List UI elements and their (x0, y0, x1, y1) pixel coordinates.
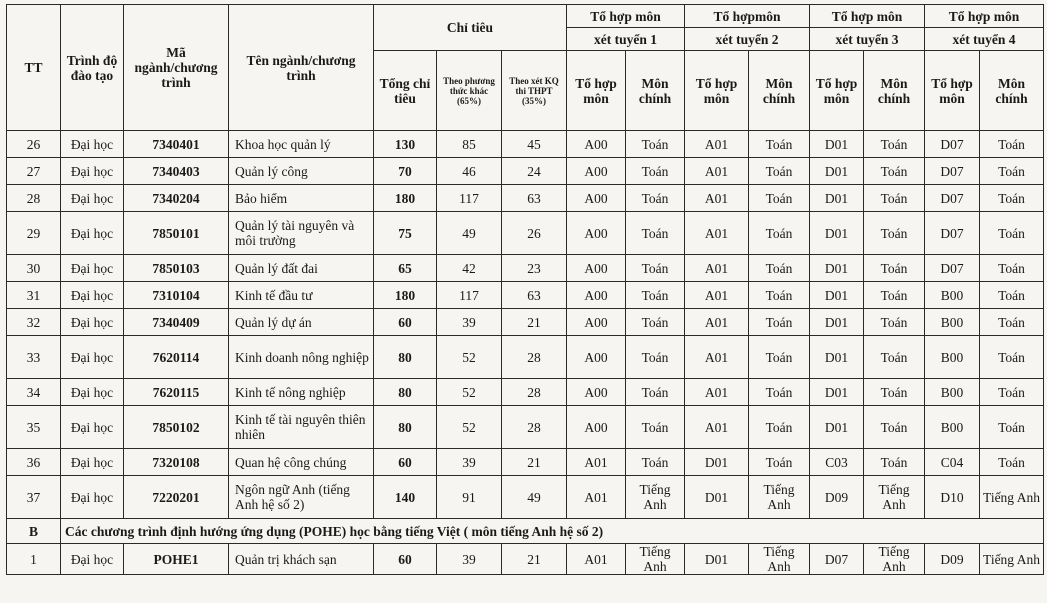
cell-mon-chinh-4: Toán (980, 131, 1044, 158)
cell-to-hop-2: A01 (685, 158, 749, 185)
cell-theo-pt-khac: 117 (437, 185, 502, 212)
cell-to-hop-2: D01 (685, 449, 749, 476)
cell-mon-chinh-3: Tiếng Anh (864, 544, 925, 575)
cell-mon-chinh-2: Tiếng Anh (749, 544, 810, 575)
cell-ten-nganh: Quản lý dự án (229, 309, 374, 336)
cell-to-hop-1: A00 (567, 336, 626, 379)
cell-trinh-do: Đại học (61, 185, 124, 212)
cell-to-hop-4: B00 (925, 282, 980, 309)
header-group-1-line2: xét tuyển 1 (567, 28, 685, 51)
cell-theo-pt-khac: 52 (437, 406, 502, 449)
cell-theo-kq-thpt: 63 (502, 185, 567, 212)
cell-theo-kq-thpt: 21 (502, 449, 567, 476)
cell-mon-chinh-1: Toán (626, 282, 685, 309)
cell-tt: 33 (7, 336, 61, 379)
cell-theo-pt-khac: 39 (437, 544, 502, 575)
section-title: Các chương trình định hướng ứng dụng (POHE) học bằng tiếng Việt ( môn tiếng Anh hệ số 2) (61, 519, 1044, 544)
table-row (7, 131, 1044, 158)
cell-ten-nganh: Quan hệ công chúng (229, 449, 374, 476)
cell-to-hop-4: D07 (925, 158, 980, 185)
cell-mon-chinh-3: Toán (864, 282, 925, 309)
cell-ten-nganh: Quản lý đất đai (229, 255, 374, 282)
cell-to-hop-1: A00 (567, 255, 626, 282)
cell-mon-chinh-4: Tiếng Anh (980, 544, 1044, 575)
cell-ma-nganh: 7850102 (124, 406, 229, 449)
cell-ma-nganh: 7850103 (124, 255, 229, 282)
cell-to-hop-1: A00 (567, 406, 626, 449)
cell-ten-nganh: Quản lý công (229, 158, 374, 185)
cell-mon-chinh-1: Toán (626, 379, 685, 406)
cell-theo-pt-khac: 91 (437, 476, 502, 519)
cell-mon-chinh-1: Toán (626, 336, 685, 379)
cell-mon-chinh-3: Toán (864, 406, 925, 449)
header-group-1-line1: Tổ hợp môn (567, 5, 685, 28)
cell-mon-chinh-1: Toán (626, 449, 685, 476)
header-group-4-to-hop: Tổ hợp môn (925, 51, 980, 131)
cell-trinh-do: Đại học (61, 282, 124, 309)
cell-mon-chinh-3: Toán (864, 212, 925, 255)
cell-mon-chinh-1: Toán (626, 309, 685, 336)
cell-ten-nganh: Kinh tế đầu tư (229, 282, 374, 309)
table-row (7, 406, 1044, 449)
cell-tong-chi-tieu: 70 (374, 158, 437, 185)
cell-to-hop-2: D01 (685, 544, 749, 575)
table-header (7, 5, 1044, 131)
header-theo-pt-khac: Theo phương thức khác (65%) (437, 51, 502, 131)
cell-mon-chinh-4: Toán (980, 336, 1044, 379)
cell-to-hop-3: D01 (810, 212, 864, 255)
cell-mon-chinh-1: Toán (626, 185, 685, 212)
cell-mon-chinh-3: Toán (864, 336, 925, 379)
table-row (7, 282, 1044, 309)
cell-ma-nganh: 7850101 (124, 212, 229, 255)
header-tt: TT (7, 5, 61, 131)
cell-ma-nganh: 7220201 (124, 476, 229, 519)
cell-trinh-do: Đại học (61, 212, 124, 255)
cell-trinh-do: Đại học (61, 158, 124, 185)
cell-mon-chinh-2: Toán (749, 158, 810, 185)
cell-ten-nganh: Bảo hiểm (229, 185, 374, 212)
header-group-2-line2: xét tuyển 2 (685, 28, 810, 51)
cell-ten-nganh: Kinh tế tài nguyên thiên nhiên (229, 406, 374, 449)
cell-to-hop-4: D09 (925, 544, 980, 575)
cell-mon-chinh-4: Toán (980, 255, 1044, 282)
cell-to-hop-4: B00 (925, 406, 980, 449)
cell-theo-pt-khac: 117 (437, 282, 502, 309)
cell-tong-chi-tieu: 75 (374, 212, 437, 255)
header-group-1-mon-chinh: Môn chính (626, 51, 685, 131)
cell-tt: 34 (7, 379, 61, 406)
cell-ma-nganh: 7620114 (124, 336, 229, 379)
cell-tt: 36 (7, 449, 61, 476)
cell-to-hop-2: D01 (685, 476, 749, 519)
cell-tong-chi-tieu: 60 (374, 544, 437, 575)
cell-tong-chi-tieu: 65 (374, 255, 437, 282)
cell-ten-nganh: Kinh tế nông nghiệp (229, 379, 374, 406)
cell-theo-kq-thpt: 23 (502, 255, 567, 282)
cell-ma-nganh: 7340204 (124, 185, 229, 212)
cell-theo-kq-thpt: 26 (502, 212, 567, 255)
cell-mon-chinh-2: Toán (749, 255, 810, 282)
table-row (7, 336, 1044, 379)
cell-trinh-do: Đại học (61, 476, 124, 519)
cell-tong-chi-tieu: 80 (374, 336, 437, 379)
cell-to-hop-3: D01 (810, 309, 864, 336)
cell-theo-kq-thpt: 21 (502, 309, 567, 336)
cell-to-hop-2: A01 (685, 336, 749, 379)
cell-mon-chinh-2: Toán (749, 336, 810, 379)
cell-ten-nganh: Ngôn ngữ Anh (tiếng Anh hệ số 2) (229, 476, 374, 519)
cell-to-hop-3: D01 (810, 185, 864, 212)
cell-to-hop-2: A01 (685, 309, 749, 336)
header-group-4-mon-chinh: Môn chính (980, 51, 1044, 131)
cell-tt: 28 (7, 185, 61, 212)
cell-mon-chinh-1: Toán (626, 255, 685, 282)
cell-tt: 30 (7, 255, 61, 282)
cell-to-hop-4: B00 (925, 309, 980, 336)
cell-mon-chinh-1: Tiếng Anh (626, 476, 685, 519)
cell-mon-chinh-4: Toán (980, 185, 1044, 212)
header-group-1-to-hop: Tổ hợp môn (567, 51, 626, 131)
cell-mon-chinh-4: Toán (980, 309, 1044, 336)
cell-mon-chinh-1: Toán (626, 212, 685, 255)
header-theo-kq-thpt: Theo xét KQ thi THPT (35%) (502, 51, 567, 131)
cell-tong-chi-tieu: 130 (374, 131, 437, 158)
cell-to-hop-2: A01 (685, 185, 749, 212)
cell-to-hop-4: D07 (925, 131, 980, 158)
cell-theo-pt-khac: 52 (437, 336, 502, 379)
table-row (7, 476, 1044, 519)
cell-to-hop-1: A00 (567, 158, 626, 185)
cell-mon-chinh-3: Tiếng Anh (864, 476, 925, 519)
cell-ma-nganh: 7620115 (124, 379, 229, 406)
cell-mon-chinh-1: Tiếng Anh (626, 544, 685, 575)
cell-ten-nganh: Khoa học quản lý (229, 131, 374, 158)
cell-to-hop-1: A01 (567, 476, 626, 519)
cell-trinh-do: Đại học (61, 131, 124, 158)
cell-to-hop-3: D01 (810, 255, 864, 282)
header-group-3-line2: xét tuyển 3 (810, 28, 925, 51)
cell-theo-pt-khac: 42 (437, 255, 502, 282)
cell-trinh-do: Đại học (61, 379, 124, 406)
cell-to-hop-1: A00 (567, 131, 626, 158)
cell-to-hop-4: B00 (925, 379, 980, 406)
table-body (7, 131, 1044, 519)
cell-to-hop-2: A01 (685, 379, 749, 406)
cell-tong-chi-tieu: 80 (374, 379, 437, 406)
cell-mon-chinh-4: Tiếng Anh (980, 476, 1044, 519)
cell-tt: 1 (7, 544, 61, 575)
cell-trinh-do: Đại học (61, 449, 124, 476)
cell-to-hop-3: D07 (810, 544, 864, 575)
table-row (7, 309, 1044, 336)
cell-mon-chinh-4: Toán (980, 379, 1044, 406)
cell-mon-chinh-3: Toán (864, 158, 925, 185)
cell-mon-chinh-2: Toán (749, 131, 810, 158)
cell-tt: 32 (7, 309, 61, 336)
cell-tong-chi-tieu: 140 (374, 476, 437, 519)
cell-mon-chinh-4: Toán (980, 406, 1044, 449)
cell-to-hop-3: C03 (810, 449, 864, 476)
table-row (7, 449, 1044, 476)
cell-to-hop-4: C04 (925, 449, 980, 476)
cell-to-hop-2: A01 (685, 406, 749, 449)
cell-to-hop-3: D01 (810, 282, 864, 309)
cell-theo-pt-khac: 49 (437, 212, 502, 255)
cell-ma-nganh: 7340403 (124, 158, 229, 185)
cell-mon-chinh-2: Toán (749, 282, 810, 309)
cell-to-hop-4: D07 (925, 255, 980, 282)
cell-mon-chinh-2: Toán (749, 185, 810, 212)
cell-mon-chinh-2: Tiếng Anh (749, 476, 810, 519)
admissions-quota-table (6, 4, 1044, 575)
cell-mon-chinh-3: Toán (864, 255, 925, 282)
cell-ma-nganh: 7340409 (124, 309, 229, 336)
cell-trinh-do: Đại học (61, 336, 124, 379)
cell-to-hop-1: A00 (567, 282, 626, 309)
cell-theo-kq-thpt: 21 (502, 544, 567, 575)
cell-mon-chinh-1: Toán (626, 406, 685, 449)
cell-ma-nganh: 7320108 (124, 449, 229, 476)
header-chi-tieu: Chỉ tiêu (374, 5, 567, 51)
cell-to-hop-2: A01 (685, 282, 749, 309)
cell-to-hop-1: A01 (567, 449, 626, 476)
cell-mon-chinh-3: Toán (864, 131, 925, 158)
cell-mon-chinh-4: Toán (980, 282, 1044, 309)
header-ten-nganh: Tên ngành/chương trình (229, 5, 374, 131)
cell-tt: 35 (7, 406, 61, 449)
cell-to-hop-1: A01 (567, 544, 626, 575)
cell-ma-nganh: 7310104 (124, 282, 229, 309)
cell-to-hop-4: D10 (925, 476, 980, 519)
cell-tong-chi-tieu: 180 (374, 282, 437, 309)
cell-tong-chi-tieu: 180 (374, 185, 437, 212)
cell-mon-chinh-3: Toán (864, 449, 925, 476)
cell-ten-nganh: Quản lý tài nguyên và môi trường (229, 212, 374, 255)
cell-to-hop-3: D01 (810, 131, 864, 158)
cell-to-hop-4: D07 (925, 212, 980, 255)
cell-to-hop-2: A01 (685, 131, 749, 158)
cell-to-hop-2: A01 (685, 212, 749, 255)
header-group-4-line2: xét tuyển 4 (925, 28, 1044, 51)
cell-theo-kq-thpt: 45 (502, 131, 567, 158)
cell-mon-chinh-2: Toán (749, 449, 810, 476)
header-group-3-mon-chinh: Môn chính (864, 51, 925, 131)
cell-mon-chinh-3: Toán (864, 185, 925, 212)
cell-mon-chinh-2: Toán (749, 309, 810, 336)
table-row (7, 158, 1044, 185)
cell-tt: 31 (7, 282, 61, 309)
cell-trinh-do: Đại học (61, 544, 124, 575)
cell-theo-pt-khac: 85 (437, 131, 502, 158)
cell-trinh-do: Đại học (61, 309, 124, 336)
header-group-2-to-hop: Tổ hợp môn (685, 51, 749, 131)
cell-to-hop-3: D01 (810, 406, 864, 449)
cell-ten-nganh: Quản trị khách sạn (229, 544, 374, 575)
cell-to-hop-4: B00 (925, 336, 980, 379)
cell-theo-kq-thpt: 28 (502, 406, 567, 449)
table-row (7, 255, 1044, 282)
cell-to-hop-1: A00 (567, 309, 626, 336)
cell-theo-pt-khac: 39 (437, 449, 502, 476)
cell-theo-pt-khac: 46 (437, 158, 502, 185)
cell-ten-nganh: Kinh doanh nông nghiệp (229, 336, 374, 379)
cell-mon-chinh-4: Toán (980, 158, 1044, 185)
cell-mon-chinh-2: Toán (749, 406, 810, 449)
cell-mon-chinh-2: Toán (749, 212, 810, 255)
cell-to-hop-1: A00 (567, 212, 626, 255)
cell-theo-kq-thpt: 63 (502, 282, 567, 309)
cell-ma-nganh: 7340401 (124, 131, 229, 158)
cell-to-hop-2: A01 (685, 255, 749, 282)
cell-mon-chinh-3: Toán (864, 379, 925, 406)
cell-to-hop-3: D01 (810, 158, 864, 185)
header-ma-nganh: Mã ngành/chương trình (124, 5, 229, 131)
header-group-2-line1: Tổ hợpmôn (685, 5, 810, 28)
header-group-2-mon-chinh: Môn chính (749, 51, 810, 131)
cell-to-hop-4: D07 (925, 185, 980, 212)
header-trinh-do: Trình độ đào tạo (61, 5, 124, 131)
cell-to-hop-1: A00 (567, 185, 626, 212)
header-tong-chi-tieu: Tổng chỉ tiêu (374, 51, 437, 131)
cell-theo-pt-khac: 39 (437, 309, 502, 336)
cell-ma-nganh: POHE1 (124, 544, 229, 575)
header-group-4-line1: Tổ hợp môn (925, 5, 1044, 28)
section-b-body (7, 519, 1044, 575)
cell-mon-chinh-1: Toán (626, 158, 685, 185)
header-group-3-to-hop: Tổ hợp môn (810, 51, 864, 131)
cell-tong-chi-tieu: 80 (374, 406, 437, 449)
cell-tt: 37 (7, 476, 61, 519)
cell-theo-kq-thpt: 28 (502, 336, 567, 379)
cell-theo-kq-thpt: 24 (502, 158, 567, 185)
section-header-row (7, 519, 1044, 544)
admissions-table-page (6, 4, 1043, 600)
cell-theo-kq-thpt: 28 (502, 379, 567, 406)
cell-tong-chi-tieu: 60 (374, 309, 437, 336)
cell-trinh-do: Đại học (61, 255, 124, 282)
table-row (7, 379, 1044, 406)
table-row (7, 185, 1044, 212)
cell-theo-kq-thpt: 49 (502, 476, 567, 519)
cell-mon-chinh-4: Toán (980, 449, 1044, 476)
cell-to-hop-3: D01 (810, 336, 864, 379)
cell-trinh-do: Đại học (61, 406, 124, 449)
cell-to-hop-1: A00 (567, 379, 626, 406)
cell-mon-chinh-1: Toán (626, 131, 685, 158)
cell-mon-chinh-3: Toán (864, 309, 925, 336)
cell-tt: 26 (7, 131, 61, 158)
cell-tt: 29 (7, 212, 61, 255)
section-label: B (7, 519, 61, 544)
cell-theo-pt-khac: 52 (437, 379, 502, 406)
cell-to-hop-3: D01 (810, 379, 864, 406)
table-row (7, 212, 1044, 255)
cell-mon-chinh-4: Toán (980, 212, 1044, 255)
cell-to-hop-3: D09 (810, 476, 864, 519)
table-row (7, 544, 1044, 575)
header-group-3-line1: Tổ hợp môn (810, 5, 925, 28)
cell-mon-chinh-2: Toán (749, 379, 810, 406)
cell-tt: 27 (7, 158, 61, 185)
cell-tong-chi-tieu: 60 (374, 449, 437, 476)
